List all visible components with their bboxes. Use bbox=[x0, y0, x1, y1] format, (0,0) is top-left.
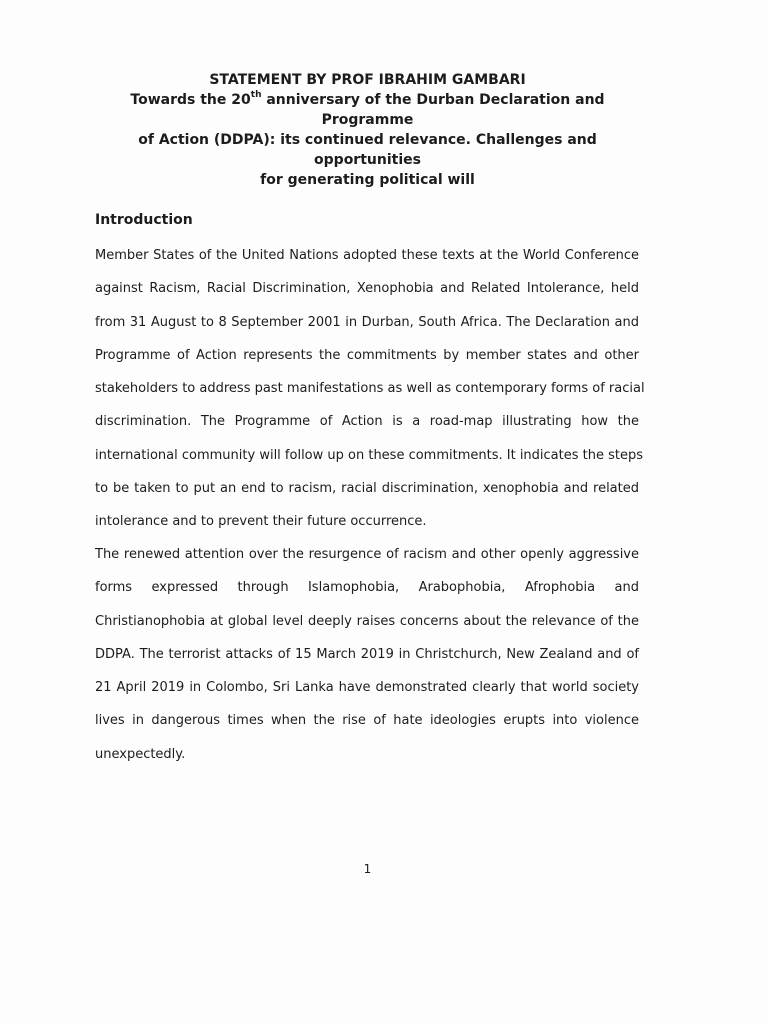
paragraph-line: intolerance and to prevent their future occurrence. bbox=[95, 514, 427, 530]
paragraph-line: discrimination. The Programme of Action is a road-map illustrating how the bbox=[95, 414, 639, 430]
paragraph-line: against Racism, Racial Discrimination, Xenophobia and Related Intolerance, held bbox=[95, 281, 639, 297]
title-line-1: STATEMENT BY PROF IBRAHIM GAMBARI bbox=[209, 72, 526, 88]
title-line-2-post: anniversary of the Durban Declaration and Programme bbox=[261, 92, 605, 128]
paragraph-line: 21 April 2019 in Colombo, Sri Lanka have demonstrated clearly that world society bbox=[95, 680, 639, 696]
paragraph-line: stakeholders to address past manifestations as well as contemporary forms of racial bbox=[95, 381, 645, 397]
title-line-2 bbox=[95, 90, 640, 130]
title-line-3: of Action (DDPA): its continued relevance. Challenges and opportunities bbox=[138, 132, 597, 168]
document-title bbox=[95, 70, 640, 190]
paragraph-line: forms expressed through Islamophobia, Arabophobia, Afrophobia and bbox=[95, 580, 639, 596]
title-line-4: for generating political will bbox=[260, 172, 475, 188]
section-heading-introduction: Introduction bbox=[95, 212, 193, 228]
paragraph-line: to be taken to put an end to racism, racial discrimination, xenophobia and related bbox=[95, 481, 639, 497]
paragraph-line: from 31 August to 8 September 2001 in Durban, South Africa. The Declaration and bbox=[95, 314, 639, 330]
paragraph-2 bbox=[95, 538, 639, 771]
paragraph-line: Member States of the United Nations adopted these texts at the World Conference bbox=[95, 248, 639, 263]
paragraph-line: The renewed attention over the resurgence of racism and other openly aggressive bbox=[95, 547, 639, 562]
title-line-2-pre: Towards the 20 bbox=[130, 92, 251, 108]
paragraph-line: Programme of Action represents the commitments by member states and other bbox=[95, 347, 639, 363]
paragraph-line: DDPA. The terrorist attacks of 15 March 2019 in Christchurch, New Zealand and of bbox=[95, 646, 639, 662]
paragraph-1 bbox=[95, 239, 645, 539]
paragraph-line: lives in dangerous times when the rise of hate ideologies erupts into violence bbox=[95, 713, 639, 729]
title-ordinal-suffix: th bbox=[250, 90, 262, 101]
page-number: 1 bbox=[363, 862, 372, 876]
paragraph-line: Christianophobia at global level deeply raises concerns about the relevance of the bbox=[95, 613, 639, 629]
paragraph-line: international community will follow up on these commitments. It indicates the steps bbox=[95, 447, 644, 463]
paragraph-line: unexpectedly. bbox=[95, 746, 186, 762]
